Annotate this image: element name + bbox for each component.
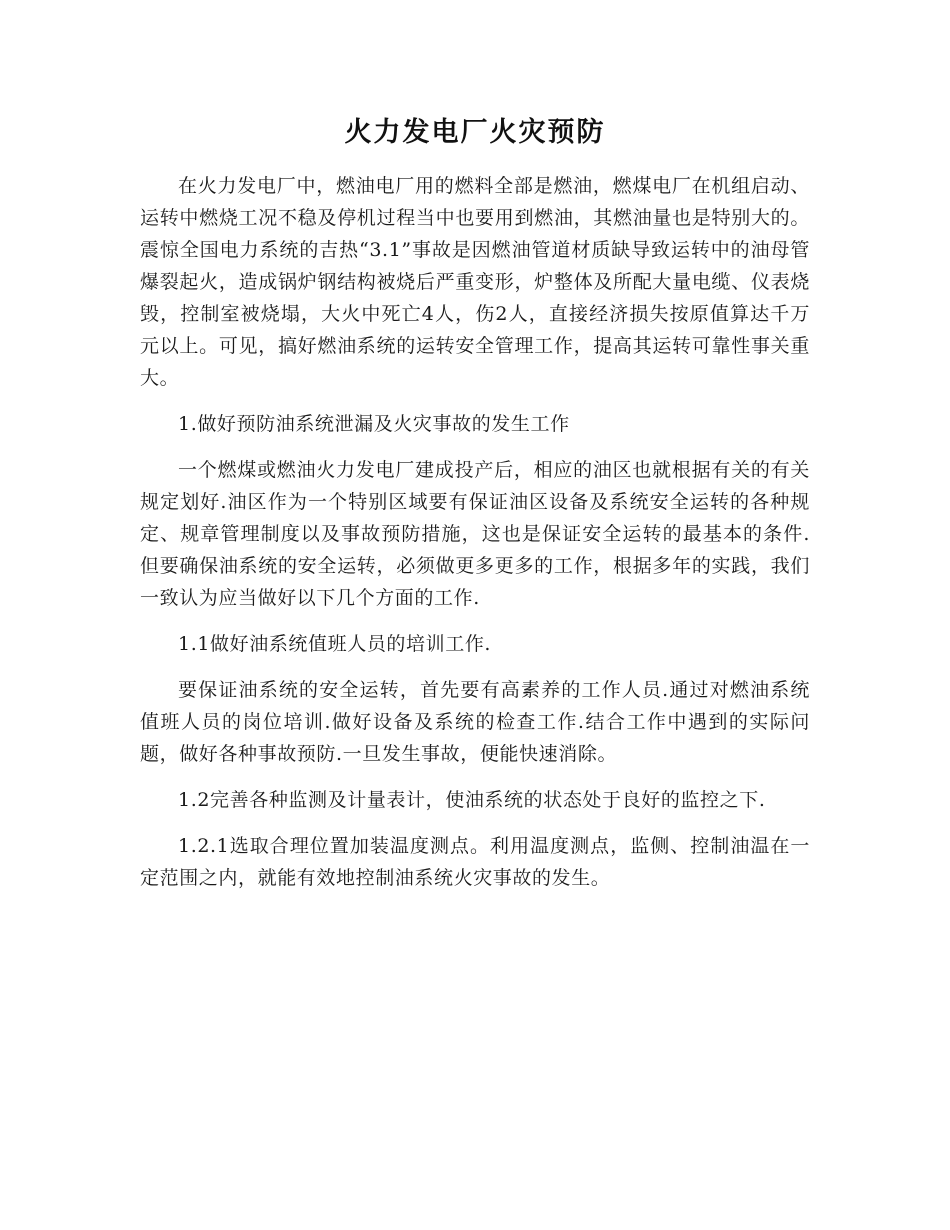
document-title: 火力发电厂火灾预防 <box>344 117 606 148</box>
paragraph-section-1-1: 要保证油系统的安全运转，首先要有高素养的工作人员.通过对燃油系统值班人员的岗位培训.做好设备及系统的检查工作.结合工作中遇到的实际问题，做好各种事故预防.一旦发生事故，便能快速消除。 <box>140 679 810 765</box>
section-heading-1-1: 1.1做好油系统值班人员的培训工作. <box>178 633 492 655</box>
section-heading-1-2: 1.2完善各种监测及计量表计，使油系统的状态处于良好的监控之下. <box>178 789 766 811</box>
paragraph-section-1-2-1: 1.2.1选取合理位置加装温度测点。利用温度测点，监侧、控制油温在一定范围之内，就能有效地控制油系统火灾事故的发生。 <box>140 835 810 889</box>
paragraph-intro: 在火力发电厂中，燃油电厂用的燃料全部是燃油，燃煤电厂在机组启动、运转中燃烧工况不稳及停机过程当中也要用到燃油，其燃油量也是特别大的。震惊全国电力系统的吉热“3.1”事故是因燃油管道材质缺导致运转中的油母管爆裂起火，造成锅炉钢结构被烧后严重变形，炉整体及所配大量电缆、仪表烧毁，控制室被烧塌，大火中死亡4人，伤2人，直接经济损失按原值算达千万元以上。可见，搞好燃油系统的运转安全管理工作，提高其运转可靠性事关重大。 <box>140 175 810 389</box>
section-heading-1: 1.做好预防油系统泄漏及火灾事故的发生工作 <box>178 413 570 435</box>
paragraph-section-1: 一个燃煤或燃油火力发电厂建成投产后，相应的油区也就根据有关的有关规定划好.油区作为一个特别区域要有保证油区设备及系统安全运转的各种规定、规章管理制度以及事故预防措施，这也是保证安全运转的最基本的条件.但要确保油系统的安全运转，必须做更多更多的工作，根据多年的实践，我们一致认为应当做好以下几个方面的工作. <box>140 459 810 609</box>
document-page <box>140 110 810 908</box>
